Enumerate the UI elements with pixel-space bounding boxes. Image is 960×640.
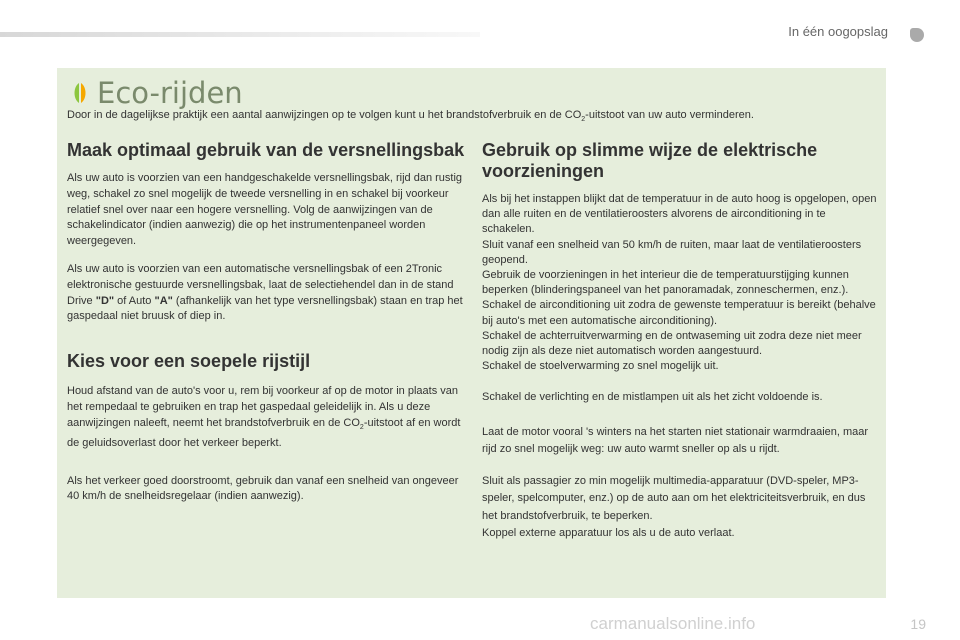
paragraph-airconditioning: Als bij het instappen blijkt dat de temperatuur in de auto hoog is opgelopen, open dan alle ruiten en de ventilatieroosters alvorens de airconditioning in te schakelen. Sluit vanaf een snelheid van 50 km/h de ruiten, maar laat de ventilatieroosters geopend. Gebruik de voorzieningen in het interieur die de temperatuurstijging kunnen beperken (blinderingspaneel van het panoramadak, zonneschermen, enz.). Schakel de airconditioning uit zodra de gewenste temperatuur is bereikt (behalve bij auto's met een automatische airconditioning). Schakel de achterruitverwarming en de ontwaseming uit zodra deze niet meer nodig zijn als deze niet automatisch worden aangestuurd. Schakel de stoelverwarming zo snel mogelijk uit. — [482, 193, 877, 373]
section-title: In één oogopslag — [788, 24, 888, 39]
left-column — [67, 140, 465, 517]
heading-electrical: Gebruik op slimme wijze de elektrische voorzieningen — [482, 140, 818, 181]
heading-gearbox: Maak optimaal gebruik van de versnellingsbak — [67, 140, 465, 160]
eco-leaf-icon — [69, 82, 91, 104]
right-column — [482, 140, 878, 555]
paragraph-warmup: Laat de motor vooral 's winters na het starten niet stationair warmdraaien, maar rijd zo snel mogelijk weg: uw auto warmt sneller op als u rijdt. — [482, 425, 869, 456]
panel-title: Eco-rijden — [97, 76, 243, 110]
heading-driving-style: Kies voor een soepele rijstijl — [67, 351, 311, 372]
paragraph-manual-gearbox: Als uw auto is voorzien van een handgeschakelde versnellingsbak, rijd dan rustig weg, schakel zo snel mogelijk de tweede versnelling in en schakel bij voorkeur relatief snel over naar een hogere versnelling. Volg de aanwijzingen van de schakelindicator (indien aanwezig) die op het instrumentenpaneel worden weergegeven. — [67, 172, 463, 248]
paragraph-cruise-control: Als het verkeer goed doorstroomt, gebruik dan vanaf een snelheid van ongeveer 40 km/h de snelheidsregelaar (indien aanwezig). — [67, 474, 459, 503]
paragraph-multimedia: Sluit als passagier zo min mogelijk multimedia-apparatuur (DVD-speler, MP3-speler, spelcomputer, enz.) op de auto aan om het elektriciteitsverbruik, en dus het brandstofverbruik, te beperken. — [482, 474, 866, 522]
page-corner-mark — [910, 28, 924, 42]
paragraph-automatic-gearbox: Als uw auto is voorzien van een automatische versnellingsbak of een 2Tronic elektronische gestuurde versnellingsbak, laat de selectiehendel dan in de stand Drive "D" of Auto "A" (afhankelijk van het type versnellingsbak) staan en trap het gaspedaal niet bruusk of diep in. — [67, 262, 463, 323]
watermark: carmanualsonline.info — [590, 614, 756, 633]
page-number: 19 — [910, 616, 926, 632]
paragraph-disconnect: Koppel externe apparatuur los als u de auto verlaat. — [482, 527, 735, 540]
intro-text: Door in de dagelijkse praktijk een aantal aanwijzingen op te volgen kunt u het brandstofverbruik en de $CO_2$-uitstoot van uw auto verminderen. — [67, 109, 754, 124]
header-bar — [0, 32, 480, 37]
paragraph-lights: Schakel de verlichting en de mistlampen uit als het zicht voldoende is. — [482, 391, 823, 404]
paragraph-keep-distance: Houd afstand van de auto's voor u, rem bij voorkeur af op de motor in plaats van het rempedaal te gebruiken en trap het gaspedaal geleidelijk in. Als u deze aanwijzingen naleeft, neemt het brandstofverbruik en de $CO_2$-uitstoot af en wordt de geluidsoverlast door het verkeer beperkt. — [67, 385, 461, 449]
